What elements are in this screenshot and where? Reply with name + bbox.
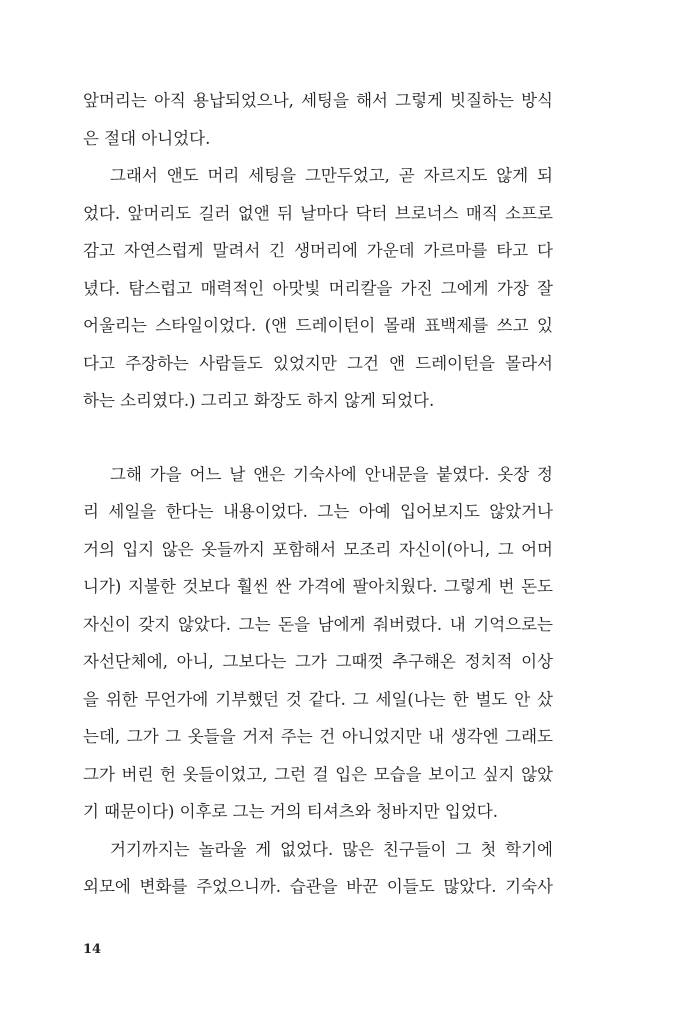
paragraph [83, 831, 553, 906]
text-line: 녔다. 탐스럽고 매력적인 아맛빛 머리칼을 가진 그에게 가장 잘 [83, 278, 553, 298]
page-number: 14 [83, 942, 102, 957]
text-line: 자선단체에, 아니, 그보다는 그가 그때껏 추구해온 정치적 이상 [83, 652, 553, 671]
paragraph [83, 157, 553, 420]
text-line: 기 때문이다) 이후로 그는 거의 티셔츠와 청바지만 입었다. [83, 802, 498, 821]
text-line: 는데, 그가 그 옷들을 거저 주는 건 아니었지만 내 생각엔 그래도 [83, 727, 553, 746]
text-line: 거기까지는 놀라울 게 없었다. 많은 친구들이 그 첫 학기에 [110, 839, 553, 859]
text-line: 감고 자연스럽게 말려서 긴 생머리에 가운데 가르마를 타고 다 [83, 241, 553, 260]
text-line: 자신이 갖지 않았다. 그는 돈을 남에게 줘버렸다. 내 기억으로는 [83, 614, 553, 634]
text-line: 거의 입지 않은 옷들까지 포함해서 모조리 자신이(아니, 그 어머 [83, 539, 553, 559]
text-line: 었다. 앞머리도 길러 없앤 뒤 날마다 닥터 브로너스 매직 소프로 [83, 203, 553, 223]
text-line: 을 위한 무언가에 기부했던 것 같다. 그 세일(나는 한 벌도 안 샀 [83, 689, 553, 709]
text-line: 외모에 변화를 주었으니까. 습관을 바꾼 이들도 많았다. 기숙사 [83, 877, 553, 896]
paragraph [83, 82, 553, 157]
text-line: 그가 버린 헌 옷들이었고, 그런 걸 입은 모습을 보이고 싶지 않았 [83, 764, 553, 784]
text-line: 앞머리는 아직 용납되었으나, 세팅을 해서 그렇게 빗질하는 방식 [83, 91, 553, 110]
section-break [83, 420, 553, 456]
text-line: 하는 소리였다.) 그리고 화장도 하지 않게 되었다. [83, 391, 435, 410]
text-line: 그해 가을 어느 날 앤은 기숙사에 안내문을 붙였다. 옷장 정 [110, 464, 553, 484]
text-line: 다고 주장하는 사람들도 있었지만 그건 앤 드레이턴을 몰라서 [83, 353, 553, 373]
text-line: 그래서 앤도 머리 세팅을 그만두었고, 곧 자르지도 않게 되 [110, 166, 553, 185]
text-line: 어울리는 스타일이었다. (앤 드레이턴이 몰래 표백제를 쓰고 있 [83, 316, 553, 335]
paragraph [83, 456, 553, 831]
text-line: 은 절대 아니었다. [83, 128, 211, 148]
text-line: 리 세일을 한다는 내용이었다. 그는 아예 입어보지도 않았거나 [83, 502, 553, 521]
body-text [83, 82, 553, 906]
text-line: 니가) 지불한 것보다 훨씬 싼 가격에 팔아치웠다. 그렇게 번 돈도 [83, 577, 553, 596]
